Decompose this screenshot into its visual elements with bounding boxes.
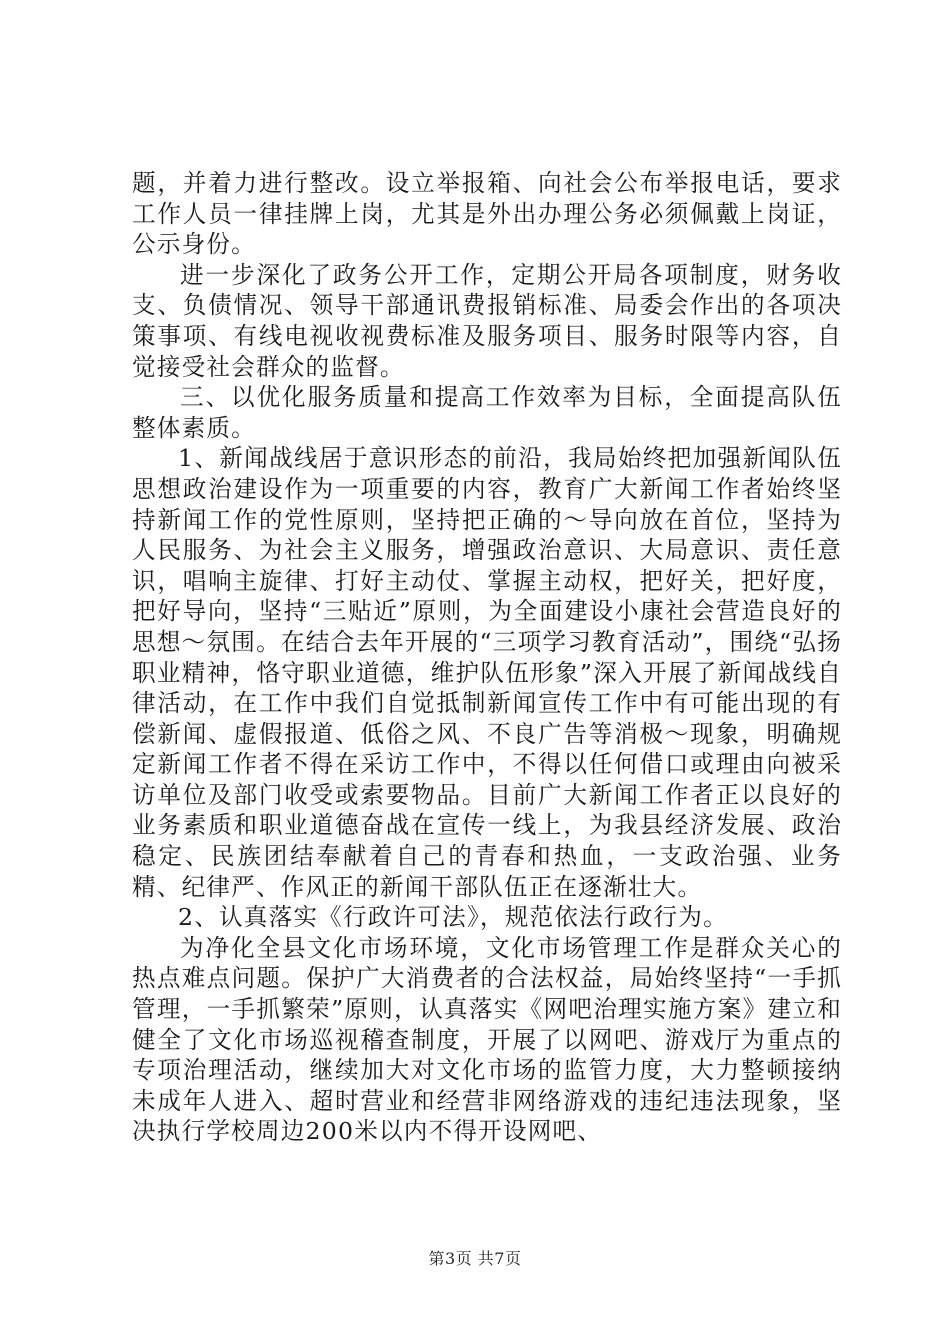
paragraph-government-affairs: 进一步深化了政务公开工作，定期公开局各项制度，财务收支、负债情况、领导干部通讯费报销标准、局委会作出的各项决策事项、有线电视收视费标准及服务项目、服务时限等内容，自觉接受社会群众的监督。 xyxy=(132,260,842,381)
document-body xyxy=(132,168,842,1147)
paragraph-news-team: 1、新闻战线居于意识形态的前沿，我局始终把加强新闻队伍思想政治建设作为一项重要的内容，教育广大新闻工作者始终坚持新闻工作的党性原则，坚持把正确的～导向放在首位，坚持为人民服务、为社会主义服务，增强政治意识、大局意识、责任意识，唱响主旋律、打好主动仗、掌握主动权，把好关，把好度，把好导向，坚持“三贴近”原则，为全面建设小康社会营造良好的思想～氛围。在结合去年开展的“三项学习教育活动”，围绕“弘扬职业精神，恪守职业道德，维护队伍形象”深入开展了新闻战线自律活动，在工作中我们自觉抵制新闻宣传工作中有可能出现的有偿新闻、虚假报道、低俗之风、不良广告等消极～现象，明确规定新闻工作者不得在采访工作中，不得以任何借口或理由向被采访单位及部门收受或索要物品。目前广大新闻工作者正以良好的业务素质和职业道德奋战在宣传一线上，为我县经济发展、政治稳定、民族团结奉献着自己的青春和热血，一支政治强、业务精、纪律严、作风正的新闻干部队伍正在逐渐壮大。 xyxy=(132,444,842,901)
section-heading-three: 三、以优化服务质量和提高工作效率为目标，全面提高队伍整体素质。 xyxy=(132,383,842,442)
paragraph-administrative-license: 2、认真落实《行政许可法》，规范依法行政行为。 xyxy=(178,903,728,932)
page-number-footer: 第3页 共7页 xyxy=(428,1249,522,1268)
paragraph-continuation: 题，并着力进行整改。设立举报箱、向社会公布举报电话，要求工作人员一律挂牌上岗，尤其是外出办理公务必须佩戴上岗证，公示身份。 xyxy=(132,169,842,259)
paragraph-cultural-market: 为净化全县文化市场环境，文化市场管理工作是群众关心的热点难点问题。保护广大消费者的合法权益，局始终坚持“一手抓管理，一手抓繁荣”原则，认真落实《网吧治理实施方案》建立和健全了文化市场巡视稽查制度，开展了以网吧、游戏厅为重点的专项治理活动，继续加大对文化市场的监管力度，大力整顿接纳未成年人进入、超时营业和经营非网络游戏的违纪违法现象，坚决执行学校周边200米以内不得开设网吧、 xyxy=(132,933,842,1146)
